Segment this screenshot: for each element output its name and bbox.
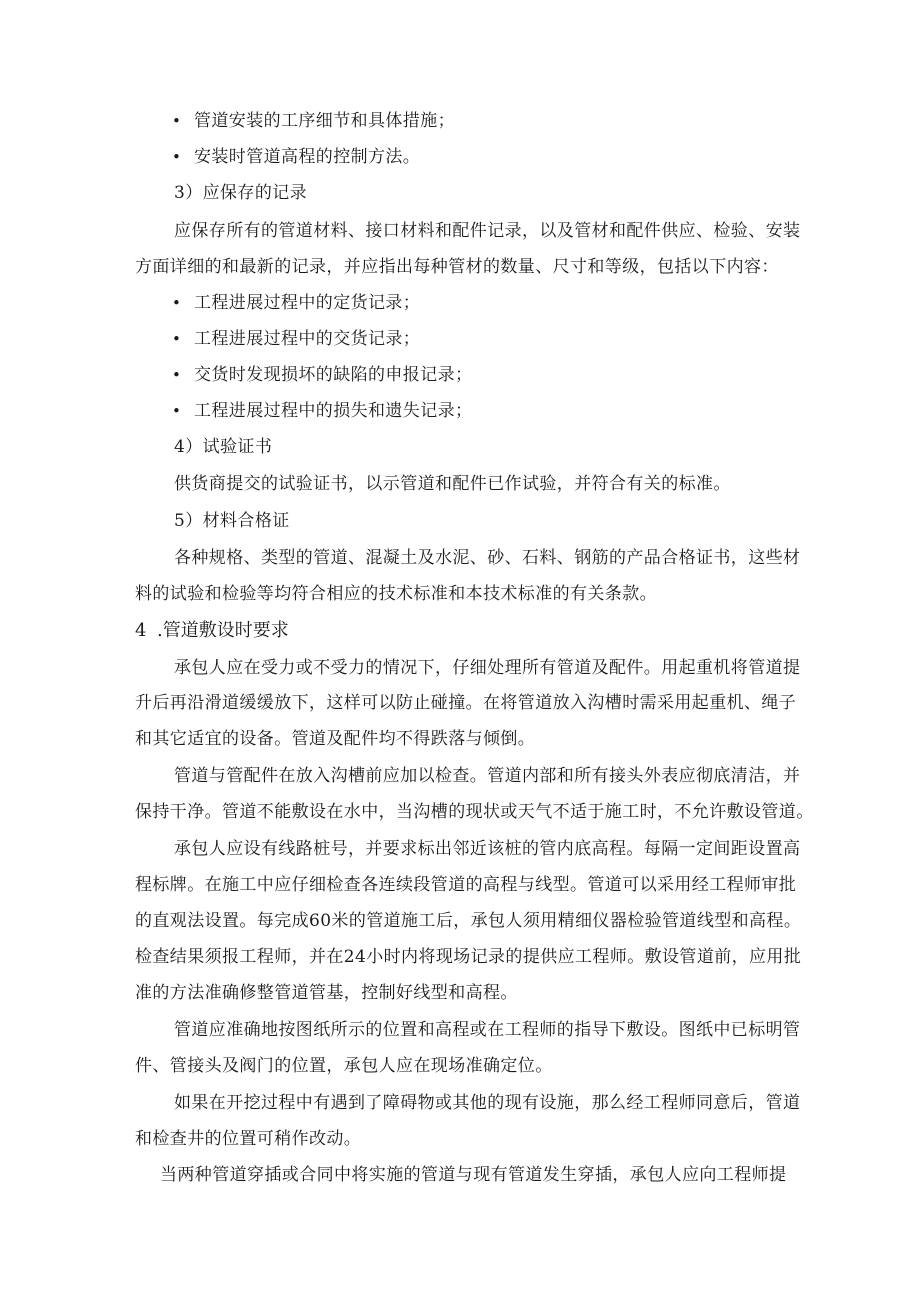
- paragraph-line: 的直观法设置。每完成60米的管道施工后，承包人须用精细仪器检验管道线型和高程。: [135, 911, 802, 931]
- section-title: 5）材料合格证: [174, 511, 290, 531]
- paragraph-line: 承包人应在受力或不受力的情况下，仔细处理所有管道及配件。用起重机将管道提: [174, 658, 801, 678]
- bullet-item: 工程进展过程中的交货记录；: [194, 329, 421, 349]
- bullet-item: 工程进展过程中的定货记录；: [194, 293, 421, 313]
- paragraph-line: 件、管接头及阀门的位置，承包人应在现场准确定位。: [135, 1056, 553, 1076]
- paragraph-line: 当两种管道穿插或合同中将实施的管道与现有管道发生穿插，承包人应向工程师提: [160, 1165, 787, 1185]
- bullet-item: 安装时管道高程的控制方法。: [194, 147, 421, 167]
- section-title: 3）应保存的记录: [174, 183, 308, 203]
- heading-title: .管道敷设时要求: [157, 620, 289, 641]
- paragraph-line: 升后再沿滑道缓缓放下，这样可以防止碰撞。在将管道放入沟槽时需采用起重机、绳子: [135, 693, 797, 713]
- paragraph-line: 和检查井的位置可稍作改动。: [135, 1129, 362, 1149]
- bullet-item: 交货时发现损坏的缺陷的申报记录；: [194, 365, 473, 385]
- paragraph-line: 检查结果须报工程师，并在24小时内将现场记录的提供应工程师。敷设管道前，应用批: [135, 947, 802, 967]
- paragraph-line: 如果在开挖过程中有遇到了障碍物或其他的现有设施，那么经工程师同意后，管道: [174, 1093, 801, 1113]
- section-title: 4）试验证书: [174, 437, 273, 457]
- bullet-marker: •: [172, 366, 181, 384]
- paragraph-line: 保持干净。管道不能敷设在水中，当沟槽的现状或天气不适于施工时，不允许敷设管道。: [135, 802, 814, 822]
- paragraph-line: 管道与管配件在放入沟槽前应加以检查。管道内部和所有接头外表应彻底清洁，并: [174, 766, 801, 786]
- paragraph-line: 承包人应设有线路桩号，并要求标出邻近该桩的管内底高程。每隔一定间距设置高: [174, 839, 801, 859]
- bullet-marker: •: [172, 148, 181, 166]
- bullet-marker: •: [172, 330, 181, 348]
- paragraph-line: 和其它适宜的设备。管道及配件均不得跌落与倾倒。: [135, 729, 536, 749]
- bullet-marker: •: [172, 294, 181, 312]
- paragraph-line: 供货商提交的试验证书，以示管道和配件已作试验，并符合有关的标准。: [174, 474, 731, 494]
- heading-number: 4: [135, 620, 147, 641]
- bullet-marker: •: [172, 402, 181, 420]
- bullet-marker: •: [172, 112, 181, 130]
- paragraph-line: 各种规格、类型的管道、混凝土及水泥、砂、石料、钢筋的产品合格证书，这些材: [174, 548, 801, 568]
- bullet-item: 管道安装的工序细节和具体措施；: [194, 111, 455, 131]
- paragraph-line: 料的试验和检验等均符合相应的技术标准和本技术标准的有关条款。: [135, 584, 657, 604]
- paragraph-line: 准的方法准确修整管道管基，控制好线型和高程。: [135, 983, 518, 1003]
- bullet-item: 工程进展过程中的损失和遗失记录；: [194, 401, 473, 421]
- paragraph-line: 管道应准确地按图纸所示的位置和高程或在工程师的指导下敷设。图纸中已标明管: [174, 1020, 801, 1040]
- paragraph-line: 应保存所有的管道材料、接口材料和配件记录，以及管材和配件供应、检验、安装: [174, 221, 801, 241]
- paragraph-line: 程标牌。在施工中应仔细检查各连续段管道的高程与线型。管道可以采用经工程师审批: [135, 875, 797, 895]
- paragraph-line: 方面详细的和最新的记录，并应指出每种管材的数量、尺寸和等级，包括以下内容：: [135, 257, 779, 277]
